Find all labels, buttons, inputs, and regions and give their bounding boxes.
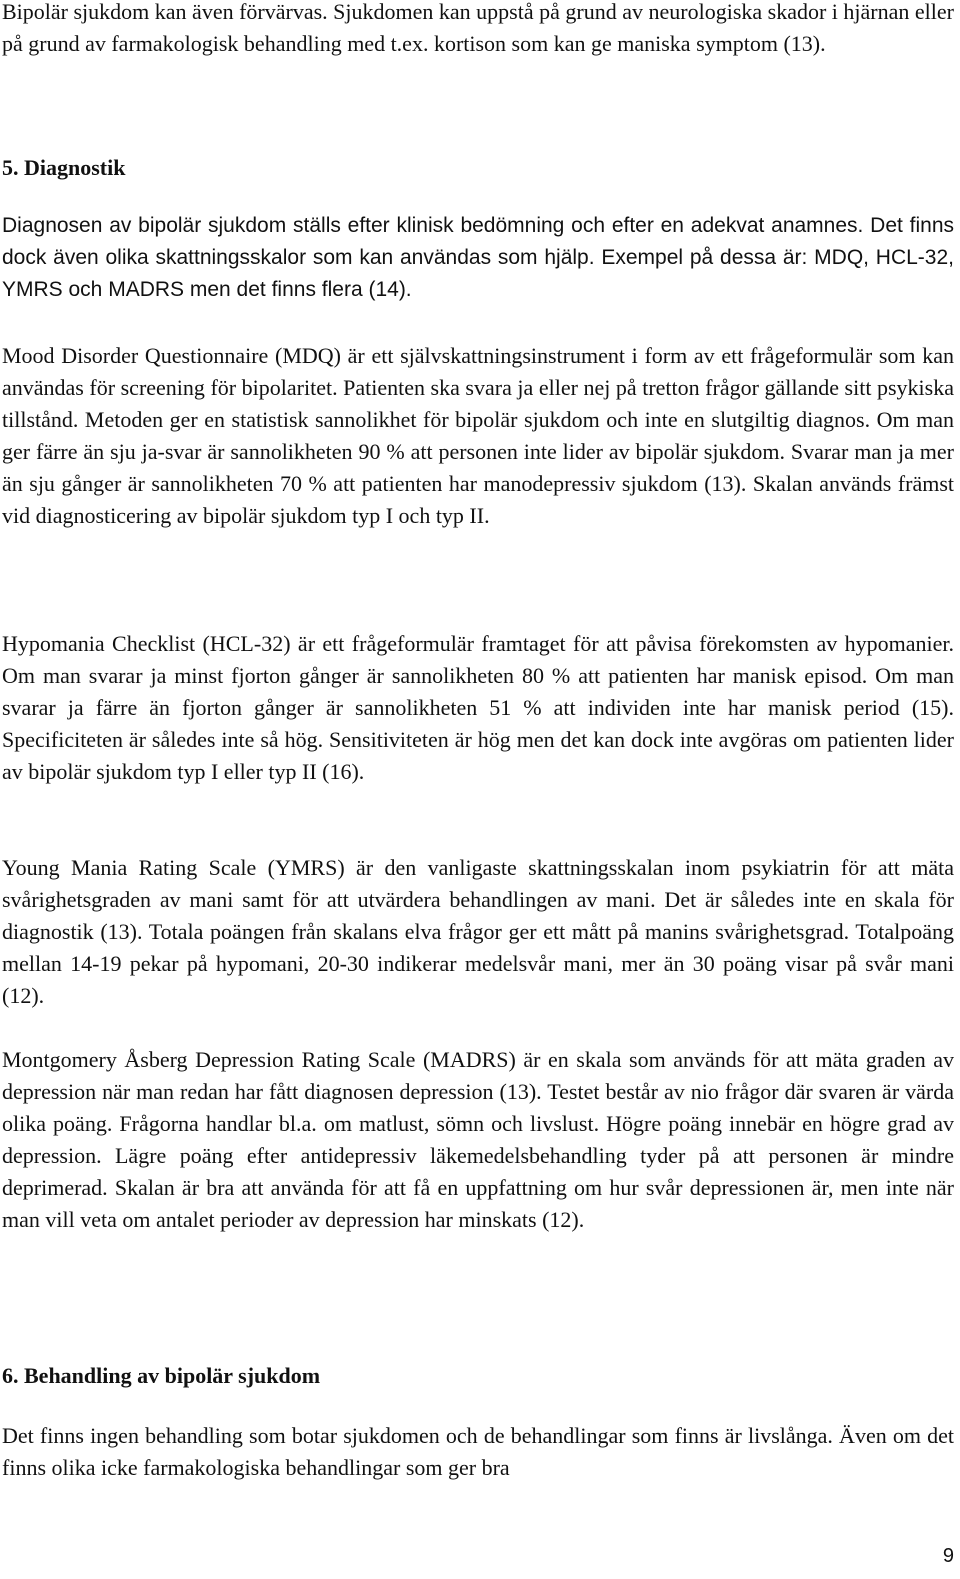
ymrs-paragraph: Young Mania Rating Scale (YMRS) är den vanligaste skattningsskalan inom psykiatrin för att mäta svårighetsgraden av mani samt för att utvärdera behandlingen av mani. Det är således inte en skala för diagnostik (13). Totala poängen från skalans elva frågor ger ett mått på manins svårighetsgrad. Totalpoäng mellan 14-19 pekar på hypomani, 20-30 indikerar medelsvår mani, mer än 30 poäng visar på svår mani (12). [2, 855, 954, 1008]
behandling-paragraph: Det finns ingen behandling som botar sjukdomen och de behandlingar som finns är livslånga. Även om det finns olika icke farmakologiska behandlingar som ger bra [2, 1423, 954, 1480]
hcl-paragraph: Hypomania Checklist (HCL-32) är ett frågeformulär framtaget för att påvisa förekomsten av hypomanier. Om man svarar ja minst fjorton gånger är sannolikheten 80 % att patienten har manisk episod. Om man svarar ja färre än fjorton gånger är sannolikheten 51 % att individen inte har manisk period (15). Specificiteten är således inte så hög. Sensitiviteten är hög men det kan dock inte avgöras om patienten lider av bipolär sjukdom typ I eller typ II (16). [2, 631, 954, 784]
mdq-paragraph: Mood Disorder Questionnaire (MDQ) är ett självskattningsinstrument i form av ett frågeformulär som kan användas för screening för bipolaritet. Patienten ska svara ja eller nej på tretton frågor gällande sitt psykiska tillstånd. Metoden ger en statistisk sannolikhet för bipolär sjukdom och inte en slutgiltig diagnos. Om man ger färre än sju ja-svar är sannolikheten 90 % att personen inte lider av bipolär sjukdom. Svarar man ja mer än sju gånger är sannolikheten 70 % att patienten har manodepressiv sjukdom (13). Skalan används främst vid diagnosticering av bipolär sjukdom typ I och typ II. [2, 343, 954, 528]
diagnostik-paragraph: Diagnosen av bipolär sjukdom ställs efter klinisk bedömning och efter en adekvat anamnes. Det finns dock även olika skattningsskalor som kan användas som hjälp. Exempel på dessa är: MDQ, HCL-32, YMRS och MADRS men det finns flera (14). [2, 214, 954, 301]
section-heading-diagnostik: 5. Diagnostik [2, 155, 126, 180]
section-heading-behandling: 6. Behandling av bipolär sjukdom [2, 1363, 321, 1388]
page-number: 9 [942, 1545, 954, 1567]
madrs-paragraph: Montgomery Åsberg Depression Rating Scale (MADRS) är en skala som används för att mäta graden av depression när man redan har fått diagnosen depression (13). Testet består av nio frågor där svaren är värda olika poäng. Frågorna handlar bl.a. om matlust, sömn och livslust. Högre poäng innebär en högre grad av depression. Lägre poäng efter antidepressiv läkemedelsbehandling tyder på att personen är mindre deprimerad. Skalan är bra att använda för att få en uppfattning om hur svår depressionen är, men inte när man vill veta om antalet perioder av depression har minskats (12). [2, 1047, 954, 1232]
intro-paragraph: Bipolär sjukdom kan även förvärvas. Sjukdomen kan uppstå på grund av neurologiska skador i hjärnan eller på grund av farmakologisk behandling med t.ex. kortison som kan ge maniska symptom (13). [2, 0, 954, 56]
